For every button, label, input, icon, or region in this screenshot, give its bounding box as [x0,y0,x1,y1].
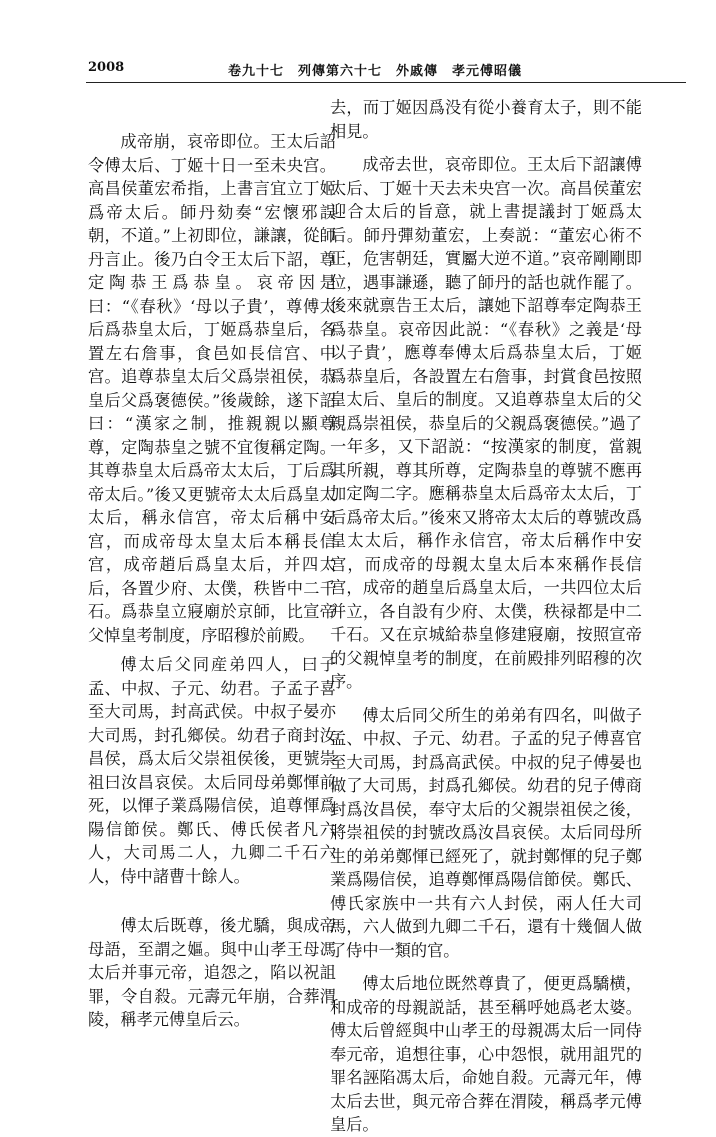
page-header [0,0,716,80]
running-title: 卷九十七 列傳第六十七 外戚傳 孝元傅昭儀 [228,64,523,79]
paragraph: 傅太后地位既然尊貴了，便更爲驕横，和成帝的母親説話，甚至稱呼她爲老太婆。傅太后曾經與中山孝王的母親馮太后一同侍奉元帝，追想往事，心中怨恨，就用詛咒的罪名誣陷馮太后，命她自殺。元壽元年，傅太后去世，與元帝合葬在渭陵，稱爲孝元傅皇后。 [330,974,642,1134]
paragraph: 去，而丁姬因爲没有從小養育太子，則不能相見。 [330,98,642,141]
header-rule [86,82,686,83]
paragraph: 傅太后父同産弟四人，曰子孟、中叔、子元、幼君。子孟子喜至大司馬，封高武侯。中叔子晏亦大司馬，封孔鄉侯。幼君子商封汝昌侯，爲太后父崇祖侯後，更號崇祖曰汝昌哀侯。太后同母弟鄭惲前死，以惲子業爲陽信侯，追尊惲爲陽信節侯。鄭氏、傅氏侯者凡六人，大司馬二人，九卿二千石六人，侍中諸曹十餘人。 [88,655,336,886]
translation-column [330,96,642,1137]
paragraph: 傅太后既尊，後尤驕，與成帝母語，至謂之嫗。與中山孝王母馮太后并事元帝，追怨之，陷以祝詛罪，令自殺。元壽元年崩，合葬渭陵，稱孝元傅皇后云。 [88,916,336,1029]
paragraph: 傅太后同父所生的弟弟有四名，叫做子孟、中叔、子元、幼君。子孟的兒子傅喜官至大司馬，封爲高武侯。中叔的兒子傅晏也做了大司馬，封爲孔鄉侯。幼君的兒子傅商封爲汝昌侯，奉守太后的父親崇祖侯之後，將崇祖侯的封號改爲汝昌哀侯。太后同母所生的弟弟鄭惲已經死了，就封鄭惲的兒子鄭業爲陽信侯，追尊鄭惲爲陽信節侯。鄭氏、傅氏家族中一共有六人封侯，兩人任大司馬，六人做到九卿二千石，還有十幾個人做了侍中一類的官。 [330,705,642,960]
paragraph: 成帝去世，哀帝即位。王太后下詔讓傅太后、丁姬十天去未央宫一次。高昌侯董宏迎合太后的旨意，就上書提議封丁姬爲太后。師丹彈劾董宏，上奏説：“董宏心術不正，危害朝廷，實屬大逆不道。”哀帝剛剛即位，遇事謙遜，聽了師丹的話也就作罷了。後來就禀告王太后，讓她下詔尊奉定陶恭王爲恭皇。哀帝因此説：“《春秋》之義是‘母以子貴’，應尊奉傅太后爲恭皇太后，丁姬爲恭皇后，各設置左右詹事，封賞食邑按照皇太后、皇后的制度。又追尊恭皇太后的父親爲崇祖侯，恭皇后的父親爲褒德侯。”過了一年多，又下詔説：“按漢家的制度，當親其所親，尊其所尊，定陶恭皇的尊號不應再加定陶二字。應稱恭皇太后爲帝太太后，丁后爲帝太后。”後來又將帝太太后的尊號改爲皇太太后，稱作永信宫，帝太后稱作中安宫，而成帝的母親太皇太后本來稱作長信宫，成帝的趙皇后爲皇太后，一共四位太后并立，各自設有少府、太僕，秩禄都是中二千石。又在京城給恭皇修建寢廟，按照宣帝的父親悼皇考的制度，在前殿排列昭穆的次序。 [330,155,642,691]
paragraph: 成帝崩，哀帝即位。王太后詔令傅太后、丁姬十日一至未央宫。高昌侯董宏希指，上書言宜立丁姬爲帝太后。師丹劾奏“宏懷邪誤朝，不道。”上初即位，謙讓，從師丹言止。後乃白令王太后下詔，尊定陶恭王爲恭皇。哀帝因是曰：“《春秋》‘母以子貴’，尊傅太后爲恭皇太后，丁姬爲恭皇后，各置左右詹事，食邑如長信宫、中宫。追尊恭皇太后父爲崇祖侯，恭皇后父爲褒德侯。”後歲餘，遂下詔曰：“漢家之制，推親親以顯尊尊，定陶恭皇之號不宜復稱定陶。其尊恭皇太后爲帝太太后，丁后爲帝太后。”後又更號帝太太后爲皇太太后，稱永信宫，帝太后稱中安宫，而成帝母太皇太后本稱長信宫，成帝趙后爲皇太后，并四太后，各置少府、太僕，秩皆中二千石。爲恭皇立寢廟於京師，比宣帝父悼皇考制度，序昭穆於前殿。 [88,132,336,645]
classical-text-column [88,130,336,1032]
page-number: 2008 [88,60,125,75]
